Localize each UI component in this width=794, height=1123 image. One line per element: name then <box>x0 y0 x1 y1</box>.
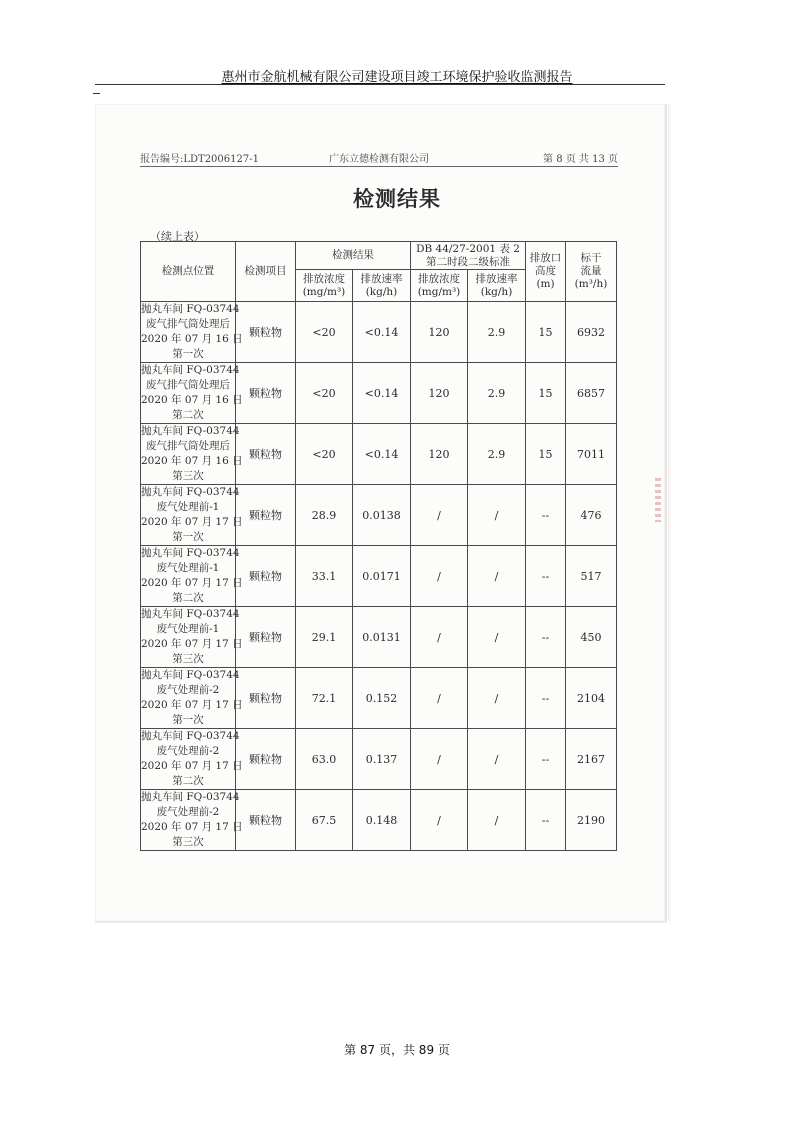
row-flow: 476 <box>566 485 617 546</box>
row-std-rate: / <box>468 485 526 546</box>
scan-edge <box>668 104 671 921</box>
header-rule <box>95 84 665 85</box>
page-footer: 第 87 页，共 89 页 <box>344 1043 450 1057</box>
row-height: -- <box>526 546 566 607</box>
std-conc-unit: (mg/m³) <box>417 285 461 298</box>
outlet-height-line-2: 高度 <box>535 265 557 277</box>
row-std-rate: 2.9 <box>468 302 526 363</box>
standard-line-2: 第二时段二级标准 <box>426 255 510 268</box>
row-item: 颗粒物 <box>236 485 296 546</box>
row-std-rate: 2.9 <box>468 363 526 424</box>
flow-line-1: 标干 <box>580 252 602 264</box>
row-std-rate: / <box>468 790 526 851</box>
row-item: 颗粒物 <box>236 607 296 668</box>
row-flow: 2167 <box>566 729 617 790</box>
row-location: 抛丸车间 FQ-03744 废气处理前-1 2020 年 07 月 17 日 第一次 <box>141 485 236 546</box>
rate-label: 排放速率 <box>360 272 403 285</box>
row-flow: 450 <box>566 607 617 668</box>
row-location: 抛丸车间 FQ-03744 废气排气筒处理后 2020 年 07 月 16 日 第一次 <box>141 302 236 363</box>
row-height: -- <box>526 607 566 668</box>
row-height: -- <box>526 729 566 790</box>
header-location: 检测点位置 <box>141 242 236 302</box>
row-item: 颗粒物 <box>236 546 296 607</box>
table-row <box>141 424 617 485</box>
row-std-conc: 120 <box>411 302 468 363</box>
row-flow: 6857 <box>566 363 617 424</box>
row-item: 颗粒物 <box>236 302 296 363</box>
table-row <box>141 668 617 729</box>
header-standard-group <box>411 242 526 270</box>
row-conc: <20 <box>296 424 353 485</box>
row-location: 抛丸车间 FQ-03744 废气排气筒处理后 2020 年 07 月 16 日 第三次 <box>141 424 236 485</box>
row-location: 抛丸车间 FQ-03744 废气处理前-2 2020 年 07 月 17 日 第一次 <box>141 668 236 729</box>
row-std-conc: / <box>411 607 468 668</box>
row-conc: 63.0 <box>296 729 353 790</box>
table-row <box>141 546 617 607</box>
row-flow: 6932 <box>566 302 617 363</box>
row-height: -- <box>526 485 566 546</box>
std-rate-label: 排放速率 <box>475 272 518 285</box>
header-item: 检测项目 <box>236 242 296 302</box>
continuation-note: （续上表） <box>150 230 205 243</box>
row-item: 颗粒物 <box>236 668 296 729</box>
report-number: 报告编号:LDT2006127-1 <box>140 154 259 165</box>
std-conc-label: 排放浓度 <box>418 272 460 285</box>
row-std-conc: / <box>411 729 468 790</box>
header-results-group: 检测结果 <box>296 242 411 270</box>
flow-line-3: (m³/h) <box>574 278 608 290</box>
row-location: 抛丸车间 FQ-03744 废气排气筒处理后 2020 年 07 月 16 日 第二次 <box>141 363 236 424</box>
seal-mark <box>655 478 661 522</box>
row-item: 颗粒物 <box>236 363 296 424</box>
conc-unit: (mg/m³) <box>302 285 346 298</box>
row-rate: <0.14 <box>353 363 411 424</box>
report-company: 广东立德检测有限公司 <box>329 154 429 165</box>
row-height: 15 <box>526 302 566 363</box>
row-conc: <20 <box>296 302 353 363</box>
row-flow: 2190 <box>566 790 617 851</box>
row-conc: 33.1 <box>296 546 353 607</box>
table-row <box>141 302 617 363</box>
row-std-conc: / <box>411 485 468 546</box>
header-mark <box>93 93 100 94</box>
row-location: 抛丸车间 FQ-03744 废气处理前-1 2020 年 07 月 17 日 第三次 <box>141 607 236 668</box>
report-bar <box>140 150 618 164</box>
std-rate-unit: (kg/h) <box>480 285 513 298</box>
header-std-conc <box>411 270 468 302</box>
row-height: 15 <box>526 424 566 485</box>
row-item: 颗粒物 <box>236 729 296 790</box>
row-height: -- <box>526 668 566 729</box>
header-flow <box>566 242 617 302</box>
header-conc <box>296 270 353 302</box>
row-std-conc: 120 <box>411 363 468 424</box>
report-page: 第 8 页 共 13 页 <box>543 154 618 165</box>
row-rate: 0.152 <box>353 668 411 729</box>
row-rate: 0.137 <box>353 729 411 790</box>
table-row <box>141 729 617 790</box>
row-item: 颗粒物 <box>236 424 296 485</box>
row-location: 抛丸车间 FQ-03744 废气处理前-2 2020 年 07 月 17 日 第二次 <box>141 729 236 790</box>
outlet-height-line-1: 排放口 <box>529 252 562 264</box>
table-row <box>141 485 617 546</box>
row-rate: 0.0131 <box>353 607 411 668</box>
row-std-rate: 2.9 <box>468 424 526 485</box>
report-rule <box>140 166 618 167</box>
flow-line-2: 流量 <box>580 265 602 277</box>
row-rate: <0.14 <box>353 424 411 485</box>
row-item: 颗粒物 <box>236 790 296 851</box>
row-std-conc: / <box>411 668 468 729</box>
header-std-rate <box>468 270 526 302</box>
outlet-height-line-3: (m) <box>536 278 555 290</box>
row-rate: 0.148 <box>353 790 411 851</box>
row-flow: 517 <box>566 546 617 607</box>
rate-unit: (kg/h) <box>365 285 398 298</box>
results-table <box>140 241 617 851</box>
row-rate: <0.14 <box>353 302 411 363</box>
row-rate: 0.0138 <box>353 485 411 546</box>
row-std-rate: / <box>468 546 526 607</box>
row-flow: 7011 <box>566 424 617 485</box>
row-std-conc: / <box>411 546 468 607</box>
row-std-rate: / <box>468 729 526 790</box>
row-std-rate: / <box>468 607 526 668</box>
table-row <box>141 363 617 424</box>
row-height: 15 <box>526 363 566 424</box>
standard-line-1: DB 44/27-2001 表 2 <box>416 242 520 255</box>
row-conc: 67.5 <box>296 790 353 851</box>
page-title: 检测结果 <box>353 186 441 211</box>
row-std-conc: 120 <box>411 424 468 485</box>
row-location: 抛丸车间 FQ-03744 废气处理前-1 2020 年 07 月 17 日 第二次 <box>141 546 236 607</box>
row-height: -- <box>526 790 566 851</box>
row-std-conc: / <box>411 790 468 851</box>
row-rate: 0.0171 <box>353 546 411 607</box>
page-header: 惠州市金航机械有限公司建设项目竣工环境保护验收监测报告 <box>221 70 573 85</box>
table-row <box>141 790 617 851</box>
row-conc: 72.1 <box>296 668 353 729</box>
row-conc: 28.9 <box>296 485 353 546</box>
row-conc: <20 <box>296 363 353 424</box>
table-row <box>141 607 617 668</box>
row-location: 抛丸车间 FQ-03744 废气处理前-2 2020 年 07 月 17 日 第三次 <box>141 790 236 851</box>
header-outlet-height <box>526 242 566 302</box>
row-std-rate: / <box>468 668 526 729</box>
header-rate <box>353 270 411 302</box>
conc-label: 排放浓度 <box>303 272 345 285</box>
row-flow: 2104 <box>566 668 617 729</box>
row-conc: 29.1 <box>296 607 353 668</box>
